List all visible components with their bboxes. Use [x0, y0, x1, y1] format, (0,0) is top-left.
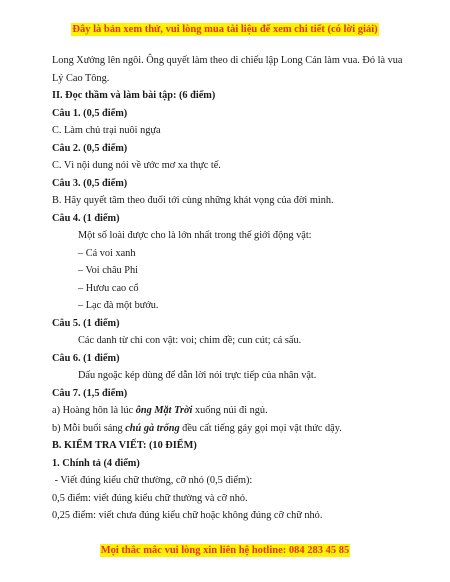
answer-text: b) Mỗi buổi sáng	[52, 422, 126, 434]
list-item: – Cá voi xanh	[78, 247, 136, 259]
question-1-title: Câu 1. (0,5 điểm)	[52, 107, 128, 119]
question-7-title: Câu 7. (1,5 điểm)	[52, 387, 128, 399]
question-6-title: Câu 6. (1 điểm)	[52, 352, 120, 364]
section-b-heading: B. KIỂM TRA VIẾT: (10 ĐIỂM)	[52, 440, 197, 451]
list-item: – Voi châu Phi	[78, 265, 138, 276]
list-item: – Hươu cao cổ	[78, 282, 139, 294]
question-2-answer: C. Vì nội dung nói về ước mơ xa thực tế.	[52, 160, 221, 171]
question-1-answer: C. Làm chủ trại nuôi ngựa	[52, 125, 161, 136]
grading-line: 0,5 điểm: viết đúng kiểu chữ thường và cỡ nhỏ.	[52, 492, 248, 504]
question-3-answer: B. Hãy quyết tâm theo đuổi tới cùng những khát vọng của đời mình.	[52, 195, 334, 206]
question-4-title: Câu 4. (1 điểm)	[52, 212, 120, 224]
answer-text: đều cất tiếng gáy gọi mọi vật thức dậy.	[179, 422, 342, 434]
grading-line: 0,25 điểm: viết chưa đúng kiểu chữ hoặc không đúng cỡ chữ nhỏ.	[52, 510, 323, 521]
question-3-title: Câu 3. (0,5 điểm)	[52, 177, 128, 189]
emphasis-text: ông Mặt Trời	[135, 405, 193, 416]
question-4-lead: Một số loài được cho là lớn nhất trong thế giới động vật:	[78, 230, 312, 241]
emphasis-text: chú gà trống	[125, 422, 180, 434]
grading-line: - Viết đúng kiểu chữ thường, cỡ nhỏ (0,5 điểm):	[52, 475, 253, 486]
hotline-notice: Mọi thắc mắc vui lòng xin liên hệ hotline: 084 283 45 85	[100, 545, 350, 556]
answer-text: xuống núi đi ngủ.	[192, 405, 268, 416]
list-item: – Lạc đà một bướu.	[78, 300, 159, 311]
question-5-answer: Các danh từ chỉ con vật: voi; chim đề; cun cút; cá sấu.	[78, 335, 302, 346]
question-7-answer-b	[52, 420, 404, 438]
answer-text: a) Hoàng hôn là lúc	[52, 405, 136, 416]
preview-notice: Đây là bản xem thử, vui lòng mua tài liệu để xem chi tiết (có lời giải)	[72, 24, 378, 35]
intro-paragraph: Long Xưởng lên ngôi. Ông quyết làm theo di chiếu lập Long Cán làm vua. Đó là vua Lý Cao Tông.	[52, 55, 403, 84]
section-2-heading: II. Đọc thầm và làm bài tập: (6 điểm)	[52, 90, 216, 101]
question-5-title: Câu 5. (1 điểm)	[52, 317, 120, 329]
question-6-answer: Dấu ngoặc kép dùng để dẫn lời nói trực tiếp của nhân vật.	[78, 370, 317, 381]
question-2-title: Câu 2. (0,5 điểm)	[52, 142, 128, 154]
document-body	[52, 52, 404, 525]
question-7-answer-a	[52, 402, 404, 420]
chinh-ta-heading: 1. Chính tả (4 điểm)	[52, 457, 140, 469]
